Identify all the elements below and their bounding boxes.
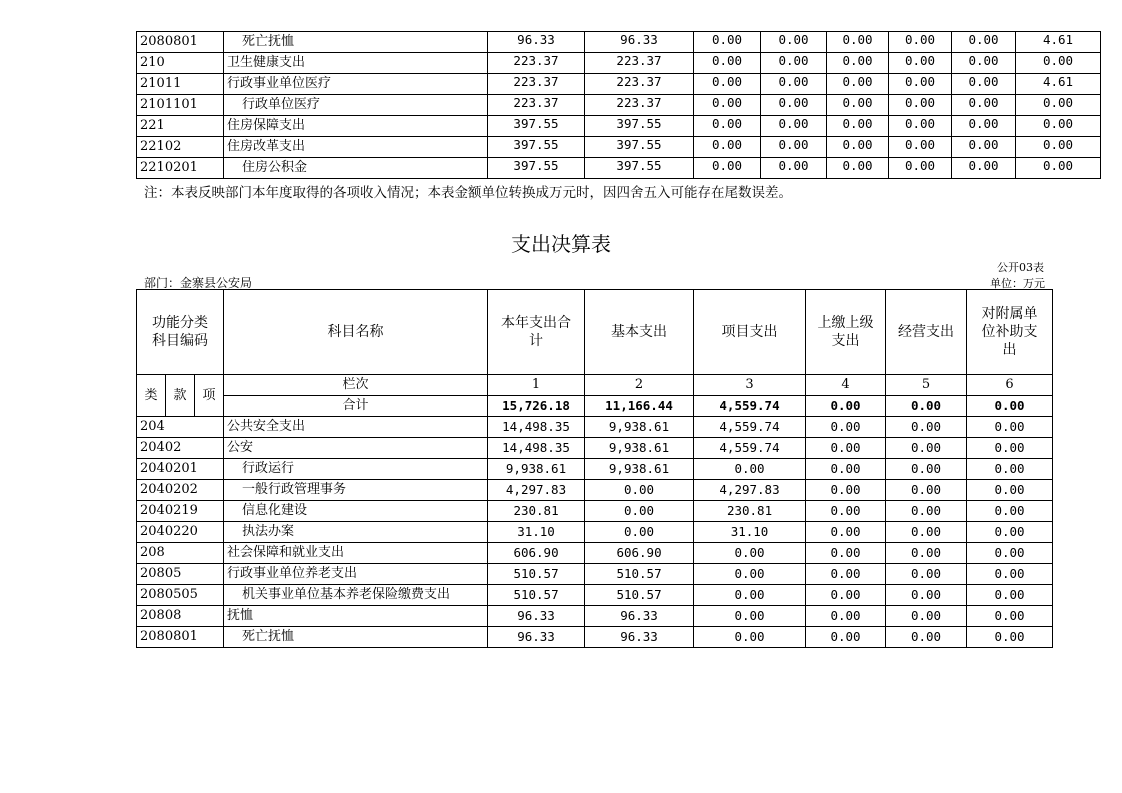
row-value: 0.00 xyxy=(761,53,827,74)
row-code: 22102 xyxy=(137,137,224,158)
row-value: 0.00 xyxy=(761,95,827,116)
row-value: 0.00 xyxy=(827,137,889,158)
row-value: 0.00 xyxy=(806,480,886,501)
row-value: 510.57 xyxy=(585,585,694,606)
table-row xyxy=(137,53,1101,74)
row-value: 397.55 xyxy=(488,116,585,137)
row-value: 0.00 xyxy=(694,53,761,74)
row-value: 0.00 xyxy=(1016,53,1101,74)
row-value: 4.61 xyxy=(1016,32,1101,53)
table-row xyxy=(137,501,1053,522)
total-value: 0.00 xyxy=(886,396,967,417)
table-row xyxy=(137,417,1053,438)
row-value: 0.00 xyxy=(761,158,827,179)
form-number: 公开03表 xyxy=(997,261,1044,274)
row-name: 公共安全支出 xyxy=(224,417,488,438)
row-value: 0.00 xyxy=(806,438,886,459)
row-value: 0.00 xyxy=(1016,137,1101,158)
row-value: 0.00 xyxy=(806,459,886,480)
row-value: 0.00 xyxy=(967,480,1053,501)
expenditure-table xyxy=(136,289,1053,648)
row-code: 2210201 xyxy=(137,158,224,179)
row-value: 96.33 xyxy=(488,32,585,53)
row-value: 0.00 xyxy=(889,53,952,74)
row-name: 行政事业单位养老支出 xyxy=(224,564,488,585)
col-index: 1 xyxy=(488,375,585,396)
row-value: 0.00 xyxy=(952,158,1016,179)
row-value: 9,938.61 xyxy=(585,417,694,438)
row-value: 0.00 xyxy=(694,627,806,648)
row-value: 223.37 xyxy=(585,53,694,74)
row-value: 0.00 xyxy=(952,74,1016,95)
table-row xyxy=(137,95,1101,116)
row-name: 住房保障支出 xyxy=(224,116,488,137)
row-value: 0.00 xyxy=(967,627,1053,648)
col-index: 2 xyxy=(585,375,694,396)
row-value: 0.00 xyxy=(827,95,889,116)
row-value: 0.00 xyxy=(827,53,889,74)
row-value: 96.33 xyxy=(585,32,694,53)
table-row xyxy=(137,438,1053,459)
column-index-row xyxy=(137,375,1053,396)
row-value: 0.00 xyxy=(827,158,889,179)
row-code: 2040201 xyxy=(137,459,224,480)
header-business: 经营支出 xyxy=(886,290,967,375)
row-value: 230.81 xyxy=(488,501,585,522)
row-value: 96.33 xyxy=(585,606,694,627)
row-value: 0.00 xyxy=(967,417,1053,438)
row-value: 0.00 xyxy=(806,627,886,648)
table-row xyxy=(137,480,1053,501)
row-value: 223.37 xyxy=(488,95,585,116)
header-total: 本年支出合计 xyxy=(488,290,585,375)
row-value: 0.00 xyxy=(967,606,1053,627)
row-value: 0.00 xyxy=(761,32,827,53)
row-value: 0.00 xyxy=(806,564,886,585)
row-value: 0.00 xyxy=(761,137,827,158)
row-value: 0.00 xyxy=(806,585,886,606)
row-code: 20808 xyxy=(137,606,224,627)
row-value: 0.00 xyxy=(889,74,952,95)
row-value: 0.00 xyxy=(967,501,1053,522)
row-name: 住房公积金 xyxy=(224,158,488,179)
header-subsidy: 对附属单位补助支出 xyxy=(967,290,1053,375)
row-value: 223.37 xyxy=(488,74,585,95)
row-code: 2040219 xyxy=(137,501,224,522)
row-name: 一般行政管理事务 xyxy=(224,480,488,501)
row-name: 行政事业单位医疗 xyxy=(224,74,488,95)
row-value: 0.00 xyxy=(952,53,1016,74)
unit-label: 单位：万元 xyxy=(990,277,1045,290)
header-xiang: 项 xyxy=(195,375,224,417)
income-table-body xyxy=(137,32,1101,179)
row-value: 96.33 xyxy=(488,627,585,648)
row-value: 223.37 xyxy=(488,53,585,74)
row-value: 397.55 xyxy=(585,116,694,137)
header-upper: 上缴上级支出 xyxy=(806,290,886,375)
expenditure-table-body xyxy=(137,417,1053,648)
row-value: 0.00 xyxy=(761,74,827,95)
table-row xyxy=(137,116,1101,137)
header-code: 功能分类科目编码 xyxy=(137,290,224,375)
header-name: 科目名称 xyxy=(224,290,488,375)
col-index: 5 xyxy=(886,375,967,396)
row-value: 0.00 xyxy=(886,627,967,648)
row-name: 行政运行 xyxy=(224,459,488,480)
row-value: 9,938.61 xyxy=(585,459,694,480)
income-table-continued xyxy=(136,31,1101,179)
table-row xyxy=(137,32,1101,53)
row-name: 卫生健康支出 xyxy=(224,53,488,74)
row-value: 0.00 xyxy=(694,564,806,585)
row-value: 510.57 xyxy=(488,585,585,606)
row-code: 204 xyxy=(137,417,224,438)
total-value: 0.00 xyxy=(806,396,886,417)
row-code: 21011 xyxy=(137,74,224,95)
row-value: 0.00 xyxy=(889,95,952,116)
row-value: 0.00 xyxy=(806,522,886,543)
row-value: 0.00 xyxy=(694,543,806,564)
row-value: 0.00 xyxy=(889,32,952,53)
row-value: 0.00 xyxy=(889,158,952,179)
row-name: 机关事业单位基本养老保险缴费支出 xyxy=(224,585,488,606)
row-value: 14,498.35 xyxy=(488,417,585,438)
row-value: 0.00 xyxy=(952,95,1016,116)
header-kuan: 款 xyxy=(166,375,195,417)
row-code: 210 xyxy=(137,53,224,74)
col-index: 6 xyxy=(967,375,1053,396)
row-value: 397.55 xyxy=(585,158,694,179)
table-row xyxy=(137,606,1053,627)
total-value: 4,559.74 xyxy=(694,396,806,417)
header-basic: 基本支出 xyxy=(585,290,694,375)
row-name: 社会保障和就业支出 xyxy=(224,543,488,564)
table-row xyxy=(137,543,1053,564)
row-value: 0.00 xyxy=(585,480,694,501)
row-value: 14,498.35 xyxy=(488,438,585,459)
row-name: 执法办案 xyxy=(224,522,488,543)
row-value: 0.00 xyxy=(886,459,967,480)
row-value: 9,938.61 xyxy=(488,459,585,480)
row-value: 0.00 xyxy=(886,522,967,543)
table-row xyxy=(137,627,1053,648)
table-row xyxy=(137,564,1053,585)
row-value: 0.00 xyxy=(827,32,889,53)
row-value: 0.00 xyxy=(886,501,967,522)
row-code: 2101101 xyxy=(137,95,224,116)
table-row xyxy=(137,585,1053,606)
row-value: 0.00 xyxy=(889,137,952,158)
row-value: 0.00 xyxy=(585,522,694,543)
page-title: 支出决算表 xyxy=(511,232,611,256)
row-value: 0.00 xyxy=(827,74,889,95)
row-value: 397.55 xyxy=(488,137,585,158)
row-value: 0.00 xyxy=(694,116,761,137)
row-value: 0.00 xyxy=(585,501,694,522)
row-code: 2040220 xyxy=(137,522,224,543)
row-value: 510.57 xyxy=(488,564,585,585)
header-project: 项目支出 xyxy=(694,290,806,375)
total-row xyxy=(137,396,1053,417)
row-value: 0.00 xyxy=(967,585,1053,606)
row-value: 0.00 xyxy=(886,480,967,501)
total-value: 0.00 xyxy=(967,396,1053,417)
row-value: 397.55 xyxy=(585,137,694,158)
row-value: 0.00 xyxy=(967,438,1053,459)
row-name: 公安 xyxy=(224,438,488,459)
row-value: 4,559.74 xyxy=(694,417,806,438)
row-code: 2080505 xyxy=(137,585,224,606)
row-name: 信息化建设 xyxy=(224,501,488,522)
row-value: 31.10 xyxy=(488,522,585,543)
table-row xyxy=(137,459,1053,480)
row-value: 0.00 xyxy=(1016,116,1101,137)
col-index: 3 xyxy=(694,375,806,396)
row-value: 0.00 xyxy=(806,501,886,522)
total-value: 11,166.44 xyxy=(585,396,694,417)
row-value: 0.00 xyxy=(952,116,1016,137)
table-row xyxy=(137,522,1053,543)
table-row xyxy=(137,158,1101,179)
row-value: 0.00 xyxy=(967,543,1053,564)
row-value: 0.00 xyxy=(1016,158,1101,179)
row-value: 510.57 xyxy=(585,564,694,585)
row-value: 4,559.74 xyxy=(694,438,806,459)
table-note: 注：本表反映部门本年度取得的各项收入情况；本表金额单位转换成万元时，因四舍五入可能存在尾数误差。 xyxy=(144,185,792,201)
header-row xyxy=(137,290,1053,375)
row-value: 4.61 xyxy=(1016,74,1101,95)
row-value: 0.00 xyxy=(806,543,886,564)
row-value: 9,938.61 xyxy=(585,438,694,459)
total-value: 15,726.18 xyxy=(488,396,585,417)
row-value: 0.00 xyxy=(694,585,806,606)
row-value: 223.37 xyxy=(585,74,694,95)
row-value: 31.10 xyxy=(694,522,806,543)
row-value: 0.00 xyxy=(694,137,761,158)
table-row xyxy=(137,74,1101,95)
row-value: 230.81 xyxy=(694,501,806,522)
row-code: 2080801 xyxy=(137,627,224,648)
row-value: 0.00 xyxy=(694,32,761,53)
row-value: 0.00 xyxy=(1016,95,1101,116)
row-value: 606.90 xyxy=(585,543,694,564)
row-value: 397.55 xyxy=(488,158,585,179)
row-value: 0.00 xyxy=(886,417,967,438)
row-code: 208 xyxy=(137,543,224,564)
row-value: 96.33 xyxy=(585,627,694,648)
row-value: 0.00 xyxy=(694,459,806,480)
row-value: 0.00 xyxy=(967,564,1053,585)
row-code: 2040202 xyxy=(137,480,224,501)
row-value: 0.00 xyxy=(952,137,1016,158)
row-value: 0.00 xyxy=(886,564,967,585)
row-name: 住房改革支出 xyxy=(224,137,488,158)
row-value: 0.00 xyxy=(806,606,886,627)
header-lei: 类 xyxy=(137,375,166,417)
row-name: 行政单位医疗 xyxy=(224,95,488,116)
table-row xyxy=(137,137,1101,158)
row-value: 0.00 xyxy=(886,438,967,459)
row-value: 0.00 xyxy=(806,417,886,438)
row-value: 0.00 xyxy=(761,116,827,137)
row-value: 0.00 xyxy=(967,459,1053,480)
row-value: 4,297.83 xyxy=(694,480,806,501)
total-label: 合计 xyxy=(224,396,488,417)
row-value: 0.00 xyxy=(886,585,967,606)
row-code: 221 xyxy=(137,116,224,137)
row-code: 20805 xyxy=(137,564,224,585)
row-value: 96.33 xyxy=(488,606,585,627)
row-value: 4,297.83 xyxy=(488,480,585,501)
col-index: 4 xyxy=(806,375,886,396)
row-name: 死亡抚恤 xyxy=(224,32,488,53)
row-value: 0.00 xyxy=(967,522,1053,543)
row-value: 0.00 xyxy=(886,543,967,564)
row-code: 2080801 xyxy=(137,32,224,53)
row-value: 0.00 xyxy=(827,116,889,137)
header-lanci: 栏次 xyxy=(224,375,488,396)
department-label: 部门：金寨县公安局 xyxy=(144,276,253,290)
row-value: 0.00 xyxy=(952,32,1016,53)
row-value: 0.00 xyxy=(889,116,952,137)
row-code: 20402 xyxy=(137,438,224,459)
row-value: 0.00 xyxy=(886,606,967,627)
row-value: 0.00 xyxy=(694,158,761,179)
row-value: 0.00 xyxy=(694,606,806,627)
row-value: 0.00 xyxy=(694,95,761,116)
row-value: 223.37 xyxy=(585,95,694,116)
row-value: 0.00 xyxy=(694,74,761,95)
row-name: 死亡抚恤 xyxy=(224,627,488,648)
row-value: 606.90 xyxy=(488,543,585,564)
row-name: 抚恤 xyxy=(224,606,488,627)
